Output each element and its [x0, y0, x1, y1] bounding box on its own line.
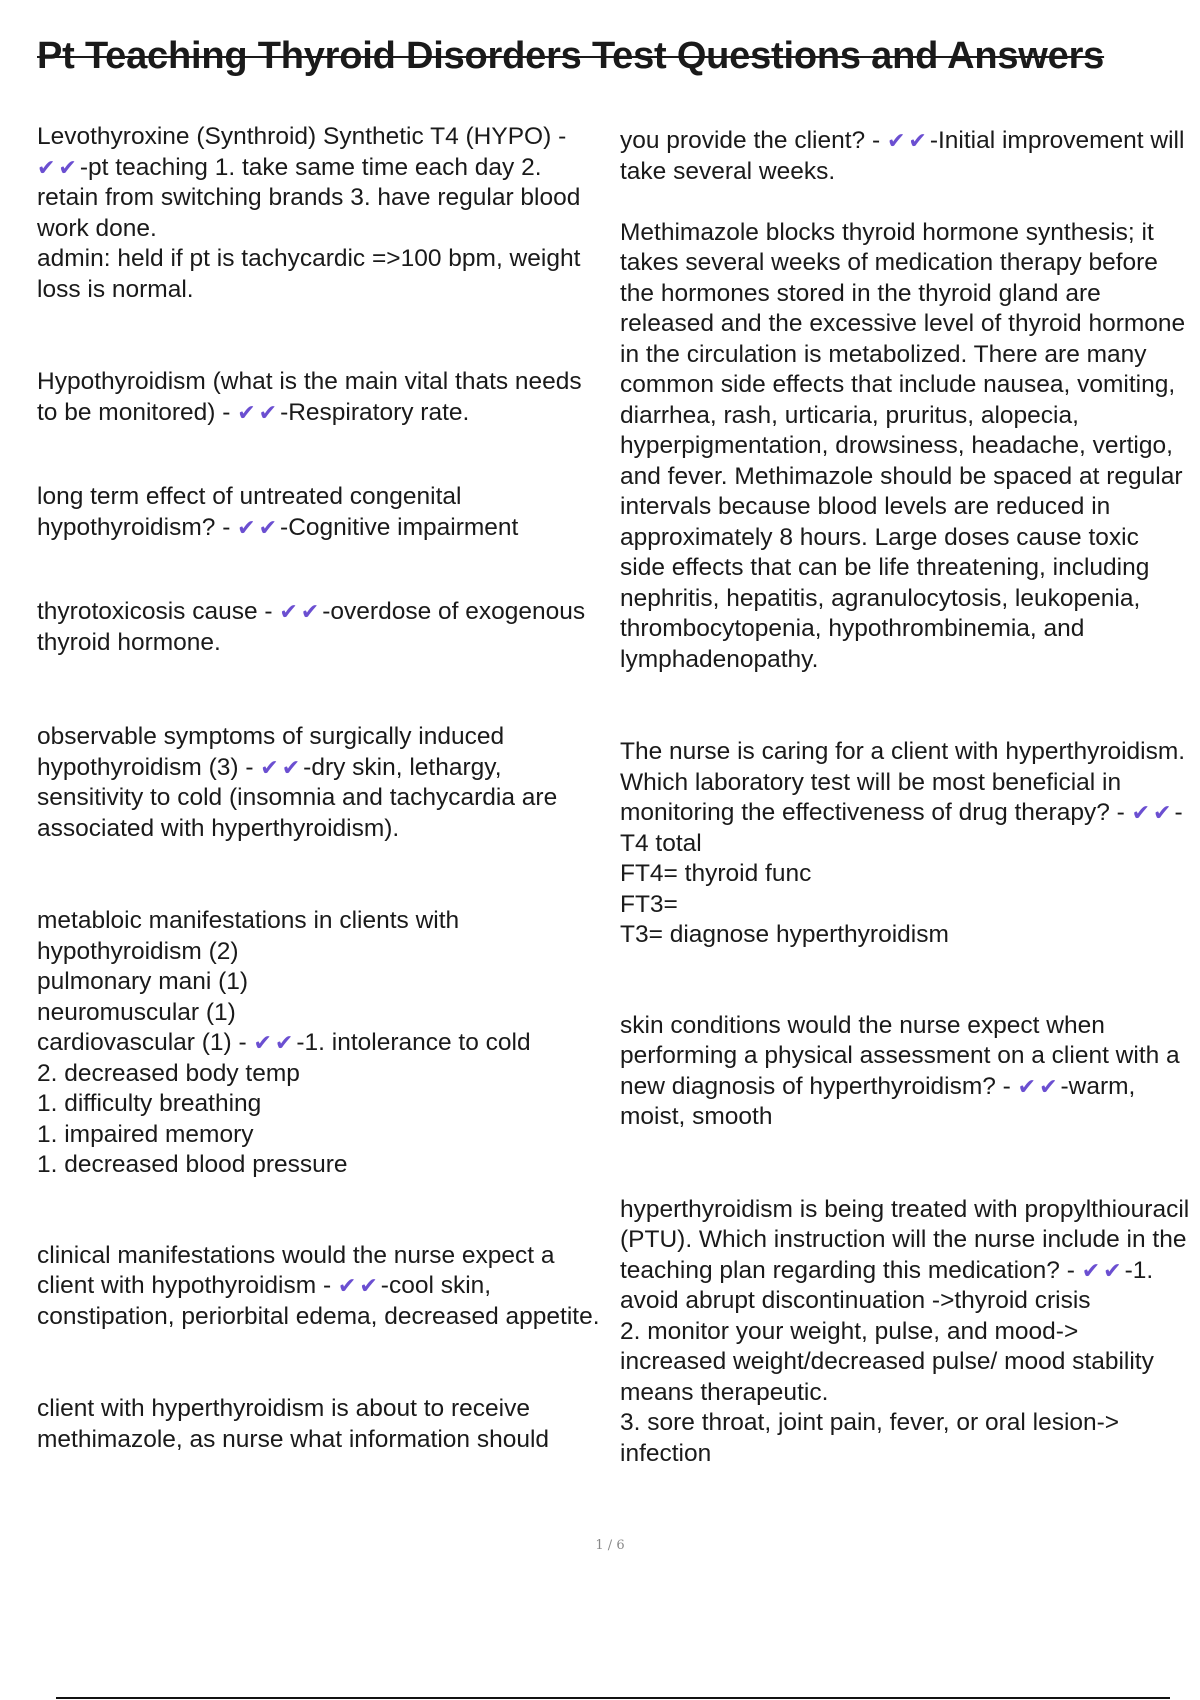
answer-text: -T4 total FT4= thyroid func FT3= T3= diagnose hyperthyroidism: [620, 799, 1183, 948]
double-check-icon: ✔✔: [253, 1030, 297, 1055]
qa-item: [37, 482, 607, 543]
qa-item: [620, 126, 1190, 675]
question-text: client with hyperthyroidism is about to receive methimazole, as nurse what information should: [37, 1395, 550, 1453]
qa-item: [37, 367, 607, 428]
qa-item: [37, 122, 607, 305]
question-text: skin conditions would the nurse expect when performing a physical assessment on a client with a new diagnosis of hyperthyroidism? -: [620, 1011, 1187, 1100]
question-text: clinical manifestations would the nurse expect a client with hypothyroidism -: [37, 1241, 562, 1299]
double-check-icon: ✔✔: [886, 128, 930, 153]
question-text: observable symptoms of surgically induced hypothyroidism (3) -: [37, 723, 511, 781]
question-text: Hypothyroidism (what is the main vital thats needs to be monitored) -: [37, 368, 589, 426]
answer-text: -dry skin, lethargy, sensitivity to cold (insomnia and tachycardia are associated with hyperthyroidism).: [37, 753, 565, 842]
answer-text: -cool skin, constipation, periorbital edema, decreased appetite.: [37, 1272, 600, 1330]
question-text: Levothyroxine (Synthroid) Synthetic T4 (HYPO) -: [37, 123, 567, 150]
double-check-icon: ✔✔: [237, 514, 281, 540]
qa-item: [37, 722, 607, 844]
double-check-icon: ✔✔: [260, 754, 304, 780]
qa-item: [620, 1011, 1190, 1133]
page-number: 1 / 6: [595, 1538, 625, 1553]
double-check-icon: ✔✔: [237, 399, 281, 425]
double-check-icon: ✔✔: [337, 1273, 381, 1298]
answer-text: -overdose of exogenous thyroid hormone.: [37, 598, 592, 656]
answer-text: -1. avoid abrupt discontinuation ->thyroid crisis 2. monitor your weight, pulse, and mood-> increased weight/decreased pulse/ mood stability means therapeutic. 3. sore throat, joint pain, fever, or oral lesion-> infection: [620, 1256, 1154, 1467]
footer-divider: [56, 1697, 1170, 1699]
answer-text: -warm, moist, smooth: [620, 1072, 1143, 1130]
double-check-icon: ✔✔: [1131, 800, 1175, 825]
qa-item: [37, 906, 607, 1181]
double-check-icon: ✔✔: [279, 599, 323, 624]
qa-item: [37, 597, 607, 658]
qa-item: [37, 1394, 607, 1455]
answer-text: -Initial improvement will take several weeks. Methimazole blocks thyroid hormone synthesis; it takes several weeks of medication therapy before the hormones stored in the thyroid gland are released and the excessive level of thyroid hormone in the circulation is metabolized. There are many common side effects that include nausea, vomiting, diarrhea, rash, urticaria, pruritus, alopecia, hyperpigmentation, drowsiness, headache, vertigo, and fever. Methimazole should be spaced at regular intervals because blood levels are reduced in approximately 8 hours. Large doses cause toxic side effects that can be life threatening, including nephritis, hepatitis, agranulocytosis, leukopenia, thrombocytopenia, hypothrombinemia, and lymphadenopathy.: [620, 127, 1186, 673]
right-column: [620, 126, 1197, 1469]
question-text: you provide the client? -: [620, 127, 881, 154]
qa-item: [620, 737, 1190, 951]
qa-item: [620, 1195, 1197, 1470]
question-text: thyrotoxicosis cause -: [37, 598, 273, 625]
left-column: [37, 122, 607, 1455]
double-check-icon: ✔✔: [37, 154, 80, 180]
answer-text: -Respiratory rate.: [280, 398, 470, 426]
answer-text: -Cognitive impairment: [280, 513, 519, 541]
question-text: metabloic manifestations in clients with hypothyroidism (2) pulmonary mani (1) neuromuscular (1) cardiovascular (1) -: [37, 907, 460, 1056]
answer-text: -pt teaching 1. take same time each day 2. retain from switching brands 3. have regular blood work done. admin: held if pt is tachycardic =>100 bpm, weight loss is normal.: [37, 153, 581, 303]
answer-text: -1. intolerance to cold 2. decreased body temp 1. difficulty breathing 1. impaired memory 1. decreased blood pressure: [37, 1029, 531, 1178]
question-text: hyperthyroidism is being treated with propylthiouracil (PTU). Which instruction will the nurse include in the teaching plan regarding this medication? -: [620, 1195, 1197, 1284]
qa-item: [37, 1241, 607, 1333]
double-check-icon: ✔✔: [1017, 1073, 1061, 1099]
page-title: Pt Teaching Thyroid Disorders Test Questions and Answers: [37, 35, 1105, 77]
question-text: long term effect of untreated congenital hypothyroidism? -: [37, 483, 469, 541]
question-text: The nurse is caring for a client with hyperthyroidism. Which laboratory test will be most beneficial in monitoring the effectiveness of drug therapy? -: [620, 738, 1192, 826]
double-check-icon: ✔✔: [1081, 1257, 1125, 1283]
